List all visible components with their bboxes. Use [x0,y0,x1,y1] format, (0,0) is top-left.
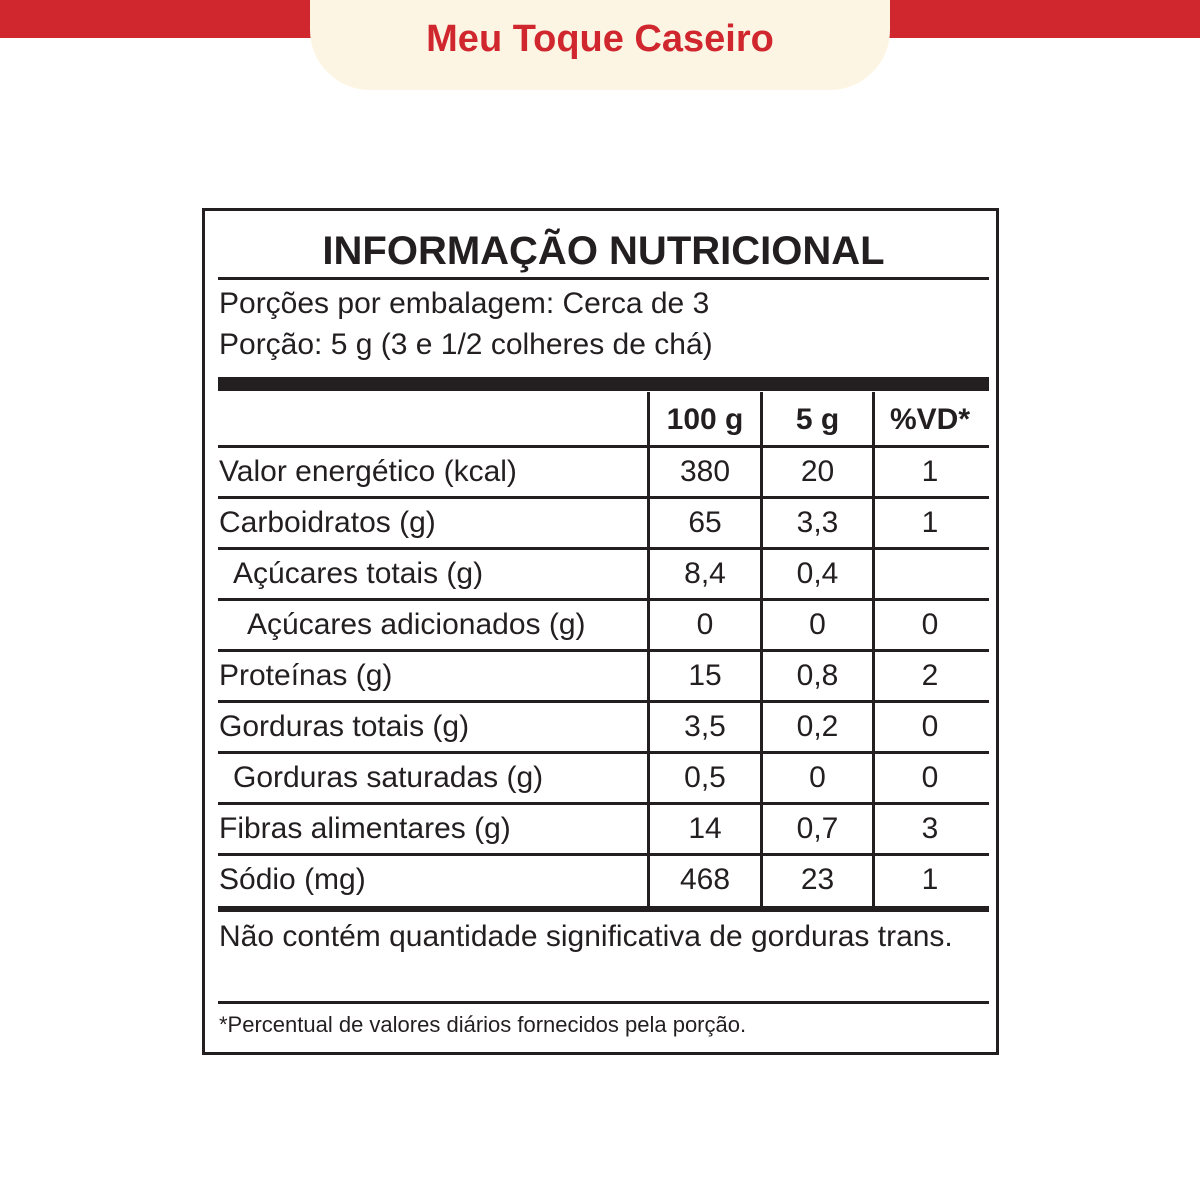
nutrient-name: Carboidratos (g) [219,506,436,539]
footnote-divider [218,1001,989,1004]
value-5g: 23 [800,863,835,896]
label-title: INFORMAÇÃO NUTRICIONAL [322,229,885,273]
value-5g: 0,2 [796,710,839,743]
value-100g: 65 [688,506,722,539]
value-5g: 0,4 [796,557,839,590]
value-5g: 0,7 [796,812,839,845]
nutrient-name: Sódio (mg) [219,863,366,896]
value-5g: 3,3 [796,506,839,539]
value-100g: 14 [688,812,722,845]
servings-per-package: Porções por embalagem: Cerca de 3 [219,287,710,320]
nutrient-name: Açúcares totais (g) [233,557,484,590]
column-header-5g: 5 g [795,403,840,436]
nutrient-name: Gorduras totais (g) [219,710,470,743]
trans-fat-note: Não contém quantidade significativa de gorduras trans. [219,920,953,953]
value-100g: 380 [679,455,731,488]
value-vd: 3 [921,812,939,845]
value-100g: 3,5 [684,710,726,743]
nutrient-name: Açúcares adicionados (g) [247,608,586,641]
value-vd: 1 [921,863,939,896]
brand-name: Meu Toque Caseiro [426,18,774,60]
nutrient-name: Valor energético (kcal) [219,455,517,488]
value-100g: 0,5 [684,761,726,794]
value-vd: 2 [921,659,939,692]
title-divider [218,277,989,280]
value-vd: 0 [921,608,939,641]
thick-divider [218,377,989,391]
column-header-100g: 100 g [666,403,744,436]
column-header-vd: %VD* [889,403,971,436]
value-5g: 20 [800,455,835,488]
value-100g: 0 [696,608,714,641]
value-5g: 0 [809,608,826,641]
nutrition-facts-label [202,208,999,1055]
value-5g: 0 [809,761,826,794]
value-vd: 0 [921,710,939,743]
value-100g: 8,4 [684,557,726,590]
nutrient-name: Proteínas (g) [219,659,393,692]
value-100g: 468 [679,863,731,896]
value-vd: 1 [921,455,939,488]
table-bottom-rule [218,906,989,912]
value-vd: 1 [921,506,939,539]
value-5g: 0,8 [796,659,839,692]
nutrient-name: Gorduras saturadas (g) [233,761,544,794]
nutrient-name: Fibras alimentares (g) [219,812,511,845]
value-100g: 15 [688,659,722,692]
daily-value-footnote: *Percentual de valores diários fornecidos pela porção. [219,1012,747,1037]
value-vd: 0 [921,761,939,794]
serving-size: Porção: 5 g (3 e 1/2 colheres de chá) [219,328,713,361]
value-vd [875,550,985,598]
